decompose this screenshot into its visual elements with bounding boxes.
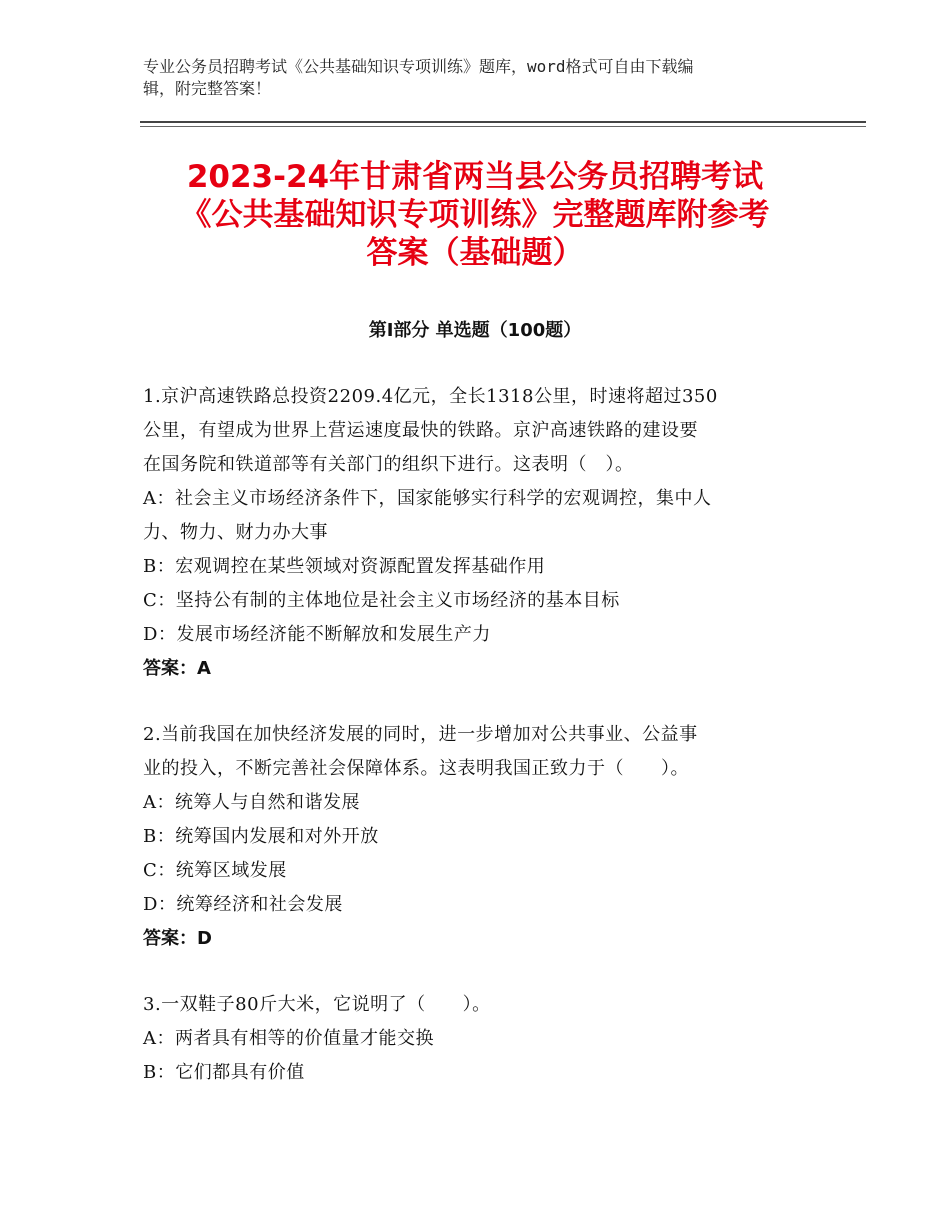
option-a-continued: 力、物力、财力办大事 [143,522,328,543]
option-b: B：宏观调控在某些领域对资源配置发挥基础作用 [143,556,546,577]
option-d: D：统筹经济和社会发展 [143,894,343,915]
header-note-line-2: 辑，附完整答案！ [143,79,272,98]
title-line-2: 《公共基础知识专项训练》完整题库附参考 [180,197,770,233]
header-note-line-1: 专业公务员招聘考试《公共基础知识专项训练》题库，word格式可自由下载编 [143,57,694,76]
option-b: B：它们都具有价值 [143,1062,305,1083]
title-line-1: 2023-24年甘肃省两当县公务员招聘考试 [186,159,764,195]
option-a: A：社会主义市场经济条件下，国家能够实行科学的宏观调控，集中人 [143,488,712,509]
section-title: 第Ⅰ部分 单选题（100题） [368,320,582,341]
question-text-line: 2.当前我国在加快经济发展的同时，进一步增加对公共事业、公益事 [143,724,698,745]
option-c: C：统筹区域发展 [143,860,287,881]
question-2 [143,718,808,956]
question-text-line: 公里，有望成为世界上营运速度最快的铁路。京沪高速铁路的建设要 [143,420,698,441]
option-a: A：统筹人与自然和谐发展 [143,792,360,813]
option-d: D：发展市场经济能不断解放和发展生产力 [143,624,491,645]
title-line-3: 答案（基础题） [366,235,584,271]
header-note [143,56,793,100]
answer: 答案：A [143,658,211,679]
option-c: C：坚持公有制的主体地位是社会主义市场经济的基本目标 [143,590,620,611]
question-text-line: 1.京沪高速铁路总投资2209.4亿元，全长1318公里，时速将超过350 [143,386,718,407]
question-text-line: 在国务院和铁道部等有关部门的组织下进行。这表明（ ）。 [143,454,634,475]
question-text-line: 3.一双鞋子80斤大米，它说明了（ ）。 [143,994,491,1015]
answer: 答案：D [143,928,212,949]
option-b: B：统筹国内发展和对外开放 [143,826,379,847]
header-rule-thin [140,126,866,127]
question-text-line: 业的投入，不断完善社会保障体系。这表明我国正致力于（ ）。 [143,758,689,779]
option-a: A：两者具有相等的价值量才能交换 [143,1028,434,1049]
document-title [140,158,810,272]
header-rule-thick [140,121,866,123]
question-3 [143,988,808,1090]
question-1 [143,380,808,686]
question-list [143,380,808,1122]
